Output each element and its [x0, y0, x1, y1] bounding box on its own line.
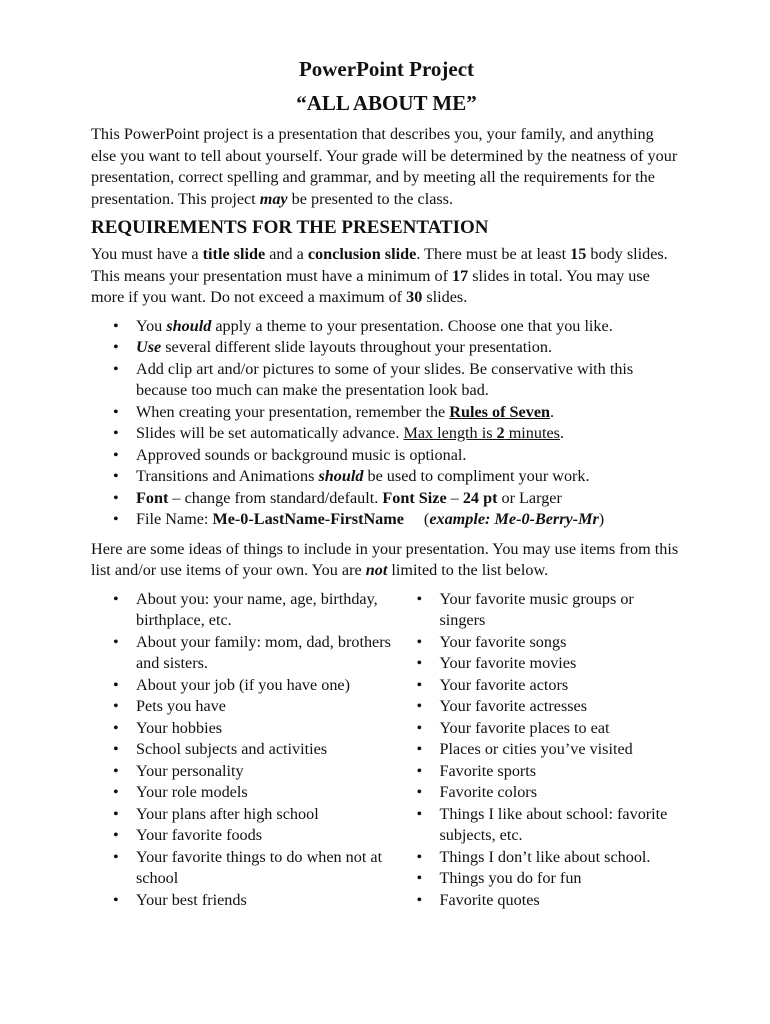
req-sounds-text: Approved sounds or background music is optional.: [136, 445, 467, 464]
idea-text: Your favorite things to do when not at school: [136, 847, 383, 887]
intro-paragraph: [91, 124, 682, 210]
bullet-icon: •: [113, 675, 119, 694]
requirements-paragraph: [91, 244, 682, 309]
max-length-u1: Max length is: [403, 424, 497, 442]
bullet-icon: •: [113, 761, 119, 780]
idea-text: About your job (if you have one): [136, 675, 350, 694]
req-text-4: body slides. This means your presentation must have a minimum of: [91, 245, 668, 285]
bullet-icon: •: [416, 847, 423, 866]
ideas-text-b: limited to the list below.: [387, 561, 549, 579]
bullet-icon: •: [113, 488, 119, 507]
bullet-icon: •: [113, 359, 119, 378]
idea-list-item: [91, 696, 394, 718]
idea-text: Your favorite actresses: [439, 697, 588, 715]
min-body-slides: 15: [570, 245, 587, 263]
req-item-transitions: [91, 466, 682, 488]
bullet-icon: •: [416, 675, 423, 694]
idea-text: Your best friends: [136, 890, 247, 909]
idea-list-item: [91, 632, 394, 675]
idea-list-item: [394, 761, 682, 783]
idea-list-item: [91, 847, 394, 890]
idea-list-item: [394, 739, 682, 761]
idea-list-item: [91, 739, 394, 761]
ideas-emphasis: not: [365, 561, 388, 579]
idea-text: About you: your name, age, birthday, birthplace, etc.: [136, 589, 378, 629]
min-total-slides: 17: [452, 266, 469, 285]
req-theme-b: apply a theme to your presentation. Choose one that you like.: [211, 316, 613, 335]
bullet-icon: •: [113, 316, 119, 335]
req-theme-em: should: [166, 316, 212, 335]
page-title: PowerPoint Project: [298, 57, 475, 81]
conclusion-slide-term: conclusion slide: [307, 245, 417, 263]
ideas-list-right: [394, 589, 682, 912]
req-font-b: –: [446, 488, 463, 507]
title-slide-term: title slide: [202, 245, 266, 263]
ideas-text-a: Here are some ideas of things to include in your presentation. You may use items from this list and/or use items of your own. You are: [91, 539, 679, 579]
req-transitions-b: be used to compliment your work.: [363, 467, 590, 485]
idea-text: Your role models: [136, 783, 248, 801]
idea-list-item: [91, 804, 394, 826]
bullet-icon: •: [113, 338, 119, 356]
idea-list-item: [394, 718, 682, 740]
req-clipart-text: Add clip art and/or pictures to some of your slides. Be conservative with this because too much can make the presentation look bad.: [136, 359, 634, 399]
idea-text: Your plans after high school: [136, 804, 319, 823]
bullet-icon: •: [416, 783, 423, 801]
idea-list-item: [91, 825, 394, 847]
idea-text: Your favorite actors: [439, 675, 569, 694]
idea-text: Your favorite songs: [439, 632, 567, 651]
bullet-icon: •: [416, 718, 423, 737]
requirements-heading: REQUIREMENTS FOR THE PRESENTATION: [91, 217, 489, 238]
idea-list-item: [91, 589, 394, 632]
idea-list-item: [394, 847, 682, 869]
intro-emphasis: may: [259, 189, 288, 208]
req-advance-b: .: [559, 424, 564, 442]
bullet-icon: •: [113, 467, 119, 485]
idea-list-item: [394, 675, 682, 697]
filename-pattern: Me-0-LastName-FirstName: [212, 510, 404, 528]
bullet-icon: •: [113, 632, 119, 651]
filename-example: example: Me-0-Berry-Mr: [429, 510, 599, 528]
idea-text: Things you do for fun: [439, 869, 582, 887]
idea-text: Your personality: [136, 761, 244, 780]
max-total-slides: 30: [406, 288, 423, 306]
req-item-layouts: [91, 337, 682, 359]
bullet-icon: •: [113, 402, 119, 421]
req-item-filename: [91, 509, 682, 531]
idea-text: Favorite sports: [439, 761, 537, 780]
req-item-advance: [91, 423, 682, 445]
bullet-icon: •: [416, 697, 423, 715]
req-text-3: . There must be at least: [416, 245, 571, 263]
idea-list-item: [394, 696, 682, 718]
bullet-icon: •: [416, 804, 423, 823]
bullet-icon: •: [113, 589, 119, 608]
requirements-list: [91, 316, 682, 531]
idea-text: School subjects and activities: [136, 740, 328, 758]
filename-label: File Name:: [136, 510, 213, 528]
req-font-c: or Larger: [497, 488, 562, 507]
req-layouts-em: Use: [136, 338, 162, 356]
idea-text: Your favorite foods: [136, 826, 263, 844]
idea-list-item: [91, 675, 394, 697]
bullet-icon: •: [113, 740, 119, 758]
bullet-icon: •: [416, 869, 423, 887]
req-rules-b: .: [550, 402, 555, 421]
font-label: Font: [136, 488, 169, 507]
max-length-value: 2: [496, 424, 505, 442]
rules-of-seven-link[interactable]: Rules of Seven: [449, 402, 551, 421]
filename-paren-open: (: [423, 510, 430, 528]
idea-list-item: [394, 653, 682, 675]
req-item-font: [91, 488, 682, 510]
bullet-icon: •: [113, 445, 119, 464]
req-text-2: and a: [265, 245, 308, 263]
idea-list-item: [394, 868, 682, 890]
idea-list-item: [91, 890, 394, 912]
bullet-icon: •: [416, 654, 423, 672]
req-transitions-a: Transitions and Animations: [136, 467, 319, 485]
req-item-sounds: [91, 445, 682, 467]
idea-text: Your hobbies: [136, 718, 223, 737]
bullet-icon: •: [113, 718, 119, 737]
idea-list-item: [394, 782, 682, 804]
bullet-icon: •: [113, 847, 119, 866]
idea-text: Favorite quotes: [439, 890, 540, 909]
bullet-icon: •: [113, 826, 119, 844]
req-rules-a: When creating your presentation, remember the: [136, 402, 450, 421]
filename-paren-close: ): [598, 510, 605, 528]
req-text-5: slides in total. You may use more if you want. Do not exceed a maximum of: [91, 266, 650, 306]
idea-text: Things I don’t like about school.: [439, 847, 651, 866]
font-size-value: 24 pt: [462, 488, 498, 507]
idea-text: Your favorite movies: [439, 654, 577, 672]
req-layouts-b: several different slide layouts throughout your presentation.: [161, 338, 552, 356]
bullet-icon: •: [113, 424, 119, 442]
idea-text: Places or cities you’ve visited: [439, 740, 633, 758]
req-font-a: – change from standard/default.: [168, 488, 383, 507]
max-length-u2: minutes: [504, 424, 560, 442]
page-subtitle: “ALL ABOUT ME”: [296, 91, 477, 115]
idea-list-item: [91, 782, 394, 804]
bullet-icon: •: [416, 632, 423, 651]
max-length-label: [403, 424, 559, 442]
idea-text: Pets you have: [136, 697, 226, 715]
bullet-icon: •: [113, 890, 119, 909]
intro-text-a: This PowerPoint project is a presentation that describes you, your family, and anything else you want to tell about yourself. Your grade will be determined by the neatness of your presentation, correct spelling and grammar, and by meeting all the requirements for the presentation. This project: [91, 125, 678, 208]
idea-text: Things I like about school: favorite subjects, etc.: [439, 804, 668, 844]
idea-list-item: [91, 761, 394, 783]
idea-text: About your family: mom, dad, brothers and sisters.: [136, 632, 391, 672]
bullet-icon: •: [416, 589, 423, 608]
ideas-paragraph: [91, 539, 682, 582]
font-size-label: Font Size: [382, 488, 447, 507]
idea-list-item: [394, 890, 682, 912]
req-item-rules: [91, 402, 682, 424]
idea-list-item: [91, 718, 394, 740]
req-transitions-em: should: [318, 467, 364, 485]
idea-list-item: [394, 632, 682, 654]
req-item-theme: [91, 316, 682, 338]
idea-text: Your favorite places to eat: [439, 718, 610, 737]
bullet-icon: •: [113, 510, 119, 528]
idea-text: Your favorite music groups or singers: [439, 589, 634, 629]
req-theme-a: You: [136, 316, 167, 335]
bullet-icon: •: [113, 697, 119, 715]
req-advance-a: Slides will be set automatically advance.: [136, 424, 404, 442]
bullet-icon: •: [416, 761, 423, 780]
ideas-columns: [91, 589, 682, 912]
idea-list-item: [394, 589, 682, 632]
req-text-1: You must have a: [91, 245, 203, 263]
req-text-6: slides.: [422, 288, 468, 306]
bullet-icon: •: [416, 890, 423, 909]
ideas-list-left: [91, 589, 394, 912]
idea-text: Favorite colors: [439, 783, 537, 801]
req-item-clipart: [91, 359, 682, 402]
bullet-icon: •: [113, 783, 119, 801]
bullet-icon: •: [416, 740, 423, 758]
bullet-icon: •: [113, 804, 119, 823]
idea-list-item: [394, 804, 682, 847]
intro-text-b: be presented to the class.: [287, 189, 454, 208]
